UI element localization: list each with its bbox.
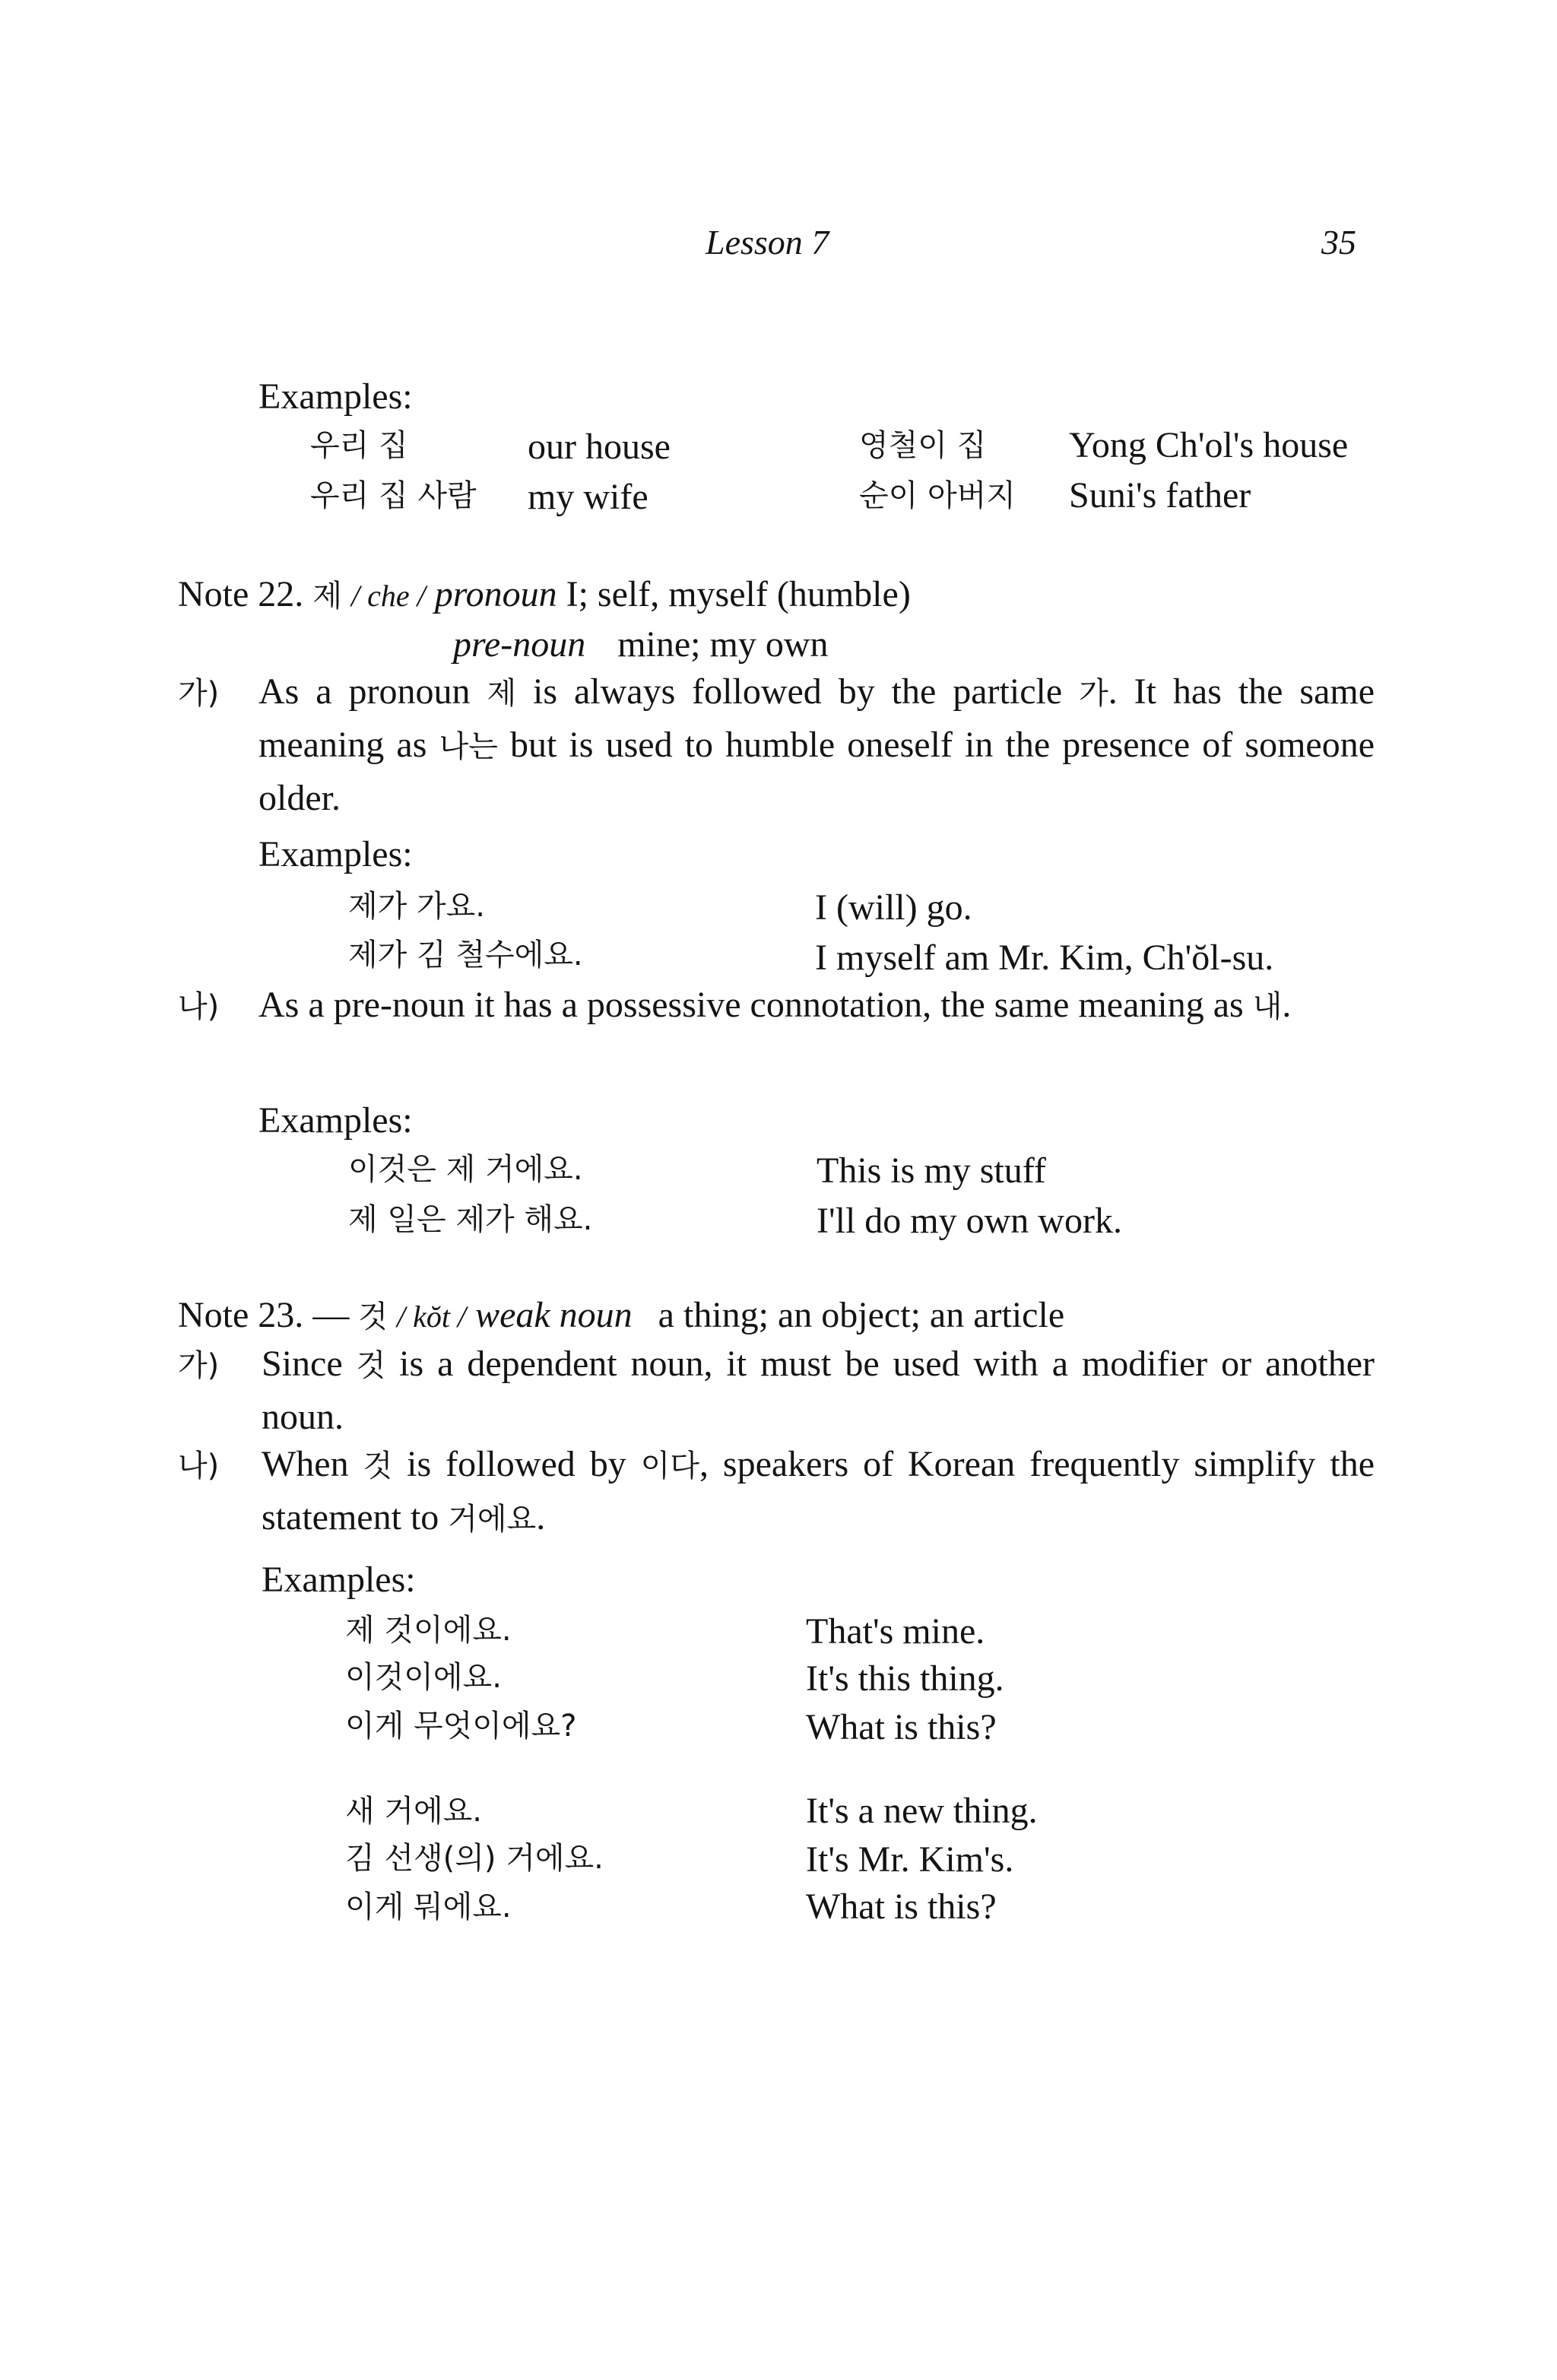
section-marker: 나) <box>178 989 220 1024</box>
note-word: 것 <box>358 1299 388 1334</box>
note-label: Note 23. <box>178 1295 304 1335</box>
example-korean: 이것은 제 거에요. <box>348 1152 583 1187</box>
section-marker: 가) <box>178 676 220 711</box>
example-korean: 새 거에요. <box>345 1794 482 1829</box>
note-22-paragraph-b: As a pre-noun it has a possessive connotation, the same meaning as 내. <box>258 985 1292 1025</box>
note-22-subheading <box>453 624 829 665</box>
example-korean: 우리 집 사람 <box>310 478 477 513</box>
example-english: I myself am Mr. Kim, Ch'ŏl-su. <box>815 938 1274 978</box>
dash: — <box>312 1295 350 1335</box>
example-english: Yong Ch'ol's house <box>1069 425 1349 465</box>
part-of-speech: weak noun <box>475 1295 633 1335</box>
note-23-heading <box>178 1297 1064 1334</box>
note-22-heading <box>178 576 911 613</box>
note-23-paragraph-a: Since 것 is a dependent noun, it must be used with a modifier or another noun. <box>262 1344 1375 1437</box>
example-korean: 우리 집 <box>310 428 408 463</box>
example-english: I (will) go. <box>815 887 972 928</box>
example-english: It's Mr. Kim's. <box>806 1839 1014 1880</box>
example-korean: 이게 뭐에요. <box>345 1890 512 1925</box>
section-marker: 나) <box>178 1449 220 1484</box>
running-header-title: Lesson 7 <box>706 223 829 262</box>
note-word: 제 <box>312 579 342 614</box>
examples-heading: Examples: <box>258 376 413 417</box>
example-korean: 제 일은 제가 해요. <box>348 1202 593 1237</box>
page-number: 35 <box>1321 223 1356 262</box>
example-english: I'll do my own work. <box>817 1201 1122 1241</box>
romanization: / kŏt / <box>396 1299 467 1334</box>
example-english: This is my stuff <box>817 1150 1046 1191</box>
examples-heading: Examples: <box>262 1560 416 1600</box>
note-22-paragraph-a: As a pronoun 제 is always followed by the particle 가. It has the same meaning as 나는 but is used to humble oneself in the presence of someone older. <box>258 671 1375 818</box>
example-korean: 김 선생(의) 거에요. <box>345 1841 604 1876</box>
example-korean: 제 것이에요. <box>345 1613 512 1648</box>
examples-heading: Examples: <box>258 1100 413 1141</box>
example-korean: 이게 무엇이에요? <box>345 1709 577 1744</box>
examples-heading: Examples: <box>258 834 413 874</box>
note-label: Note 22. <box>178 574 304 614</box>
romanization: / che / <box>350 579 426 613</box>
example-korean: 순이 아버지 <box>859 478 1016 513</box>
example-korean: 제가 가요. <box>348 889 485 924</box>
note-23-paragraph-b: When 것 is followed by 이다, speakers of Korean frequently simplify the statement to 거에요. <box>262 1444 1375 1537</box>
example-english: Suni's father <box>1069 475 1251 516</box>
example-korean: 영철이 집 <box>859 428 987 463</box>
example-english: That's mine. <box>806 1611 985 1652</box>
section-marker: 가) <box>178 1348 220 1383</box>
definition: mine; my own <box>617 624 829 665</box>
example-english: It's a new thing. <box>806 1791 1038 1831</box>
example-english: What is this? <box>806 1887 997 1927</box>
example-english: What is this? <box>806 1707 997 1747</box>
definition: I; self, myself (humble) <box>566 574 911 614</box>
example-english: my wife <box>528 477 648 517</box>
part-of-speech: pronoun <box>434 574 557 614</box>
example-korean: 이것이에요. <box>345 1660 502 1695</box>
definition: a thing; an object; an article <box>658 1295 1065 1335</box>
example-english: our house <box>528 427 671 467</box>
part-of-speech: pre-noun <box>453 624 586 665</box>
example-english: It's this thing. <box>806 1658 1004 1699</box>
example-korean: 제가 김 철수에요. <box>348 938 583 973</box>
